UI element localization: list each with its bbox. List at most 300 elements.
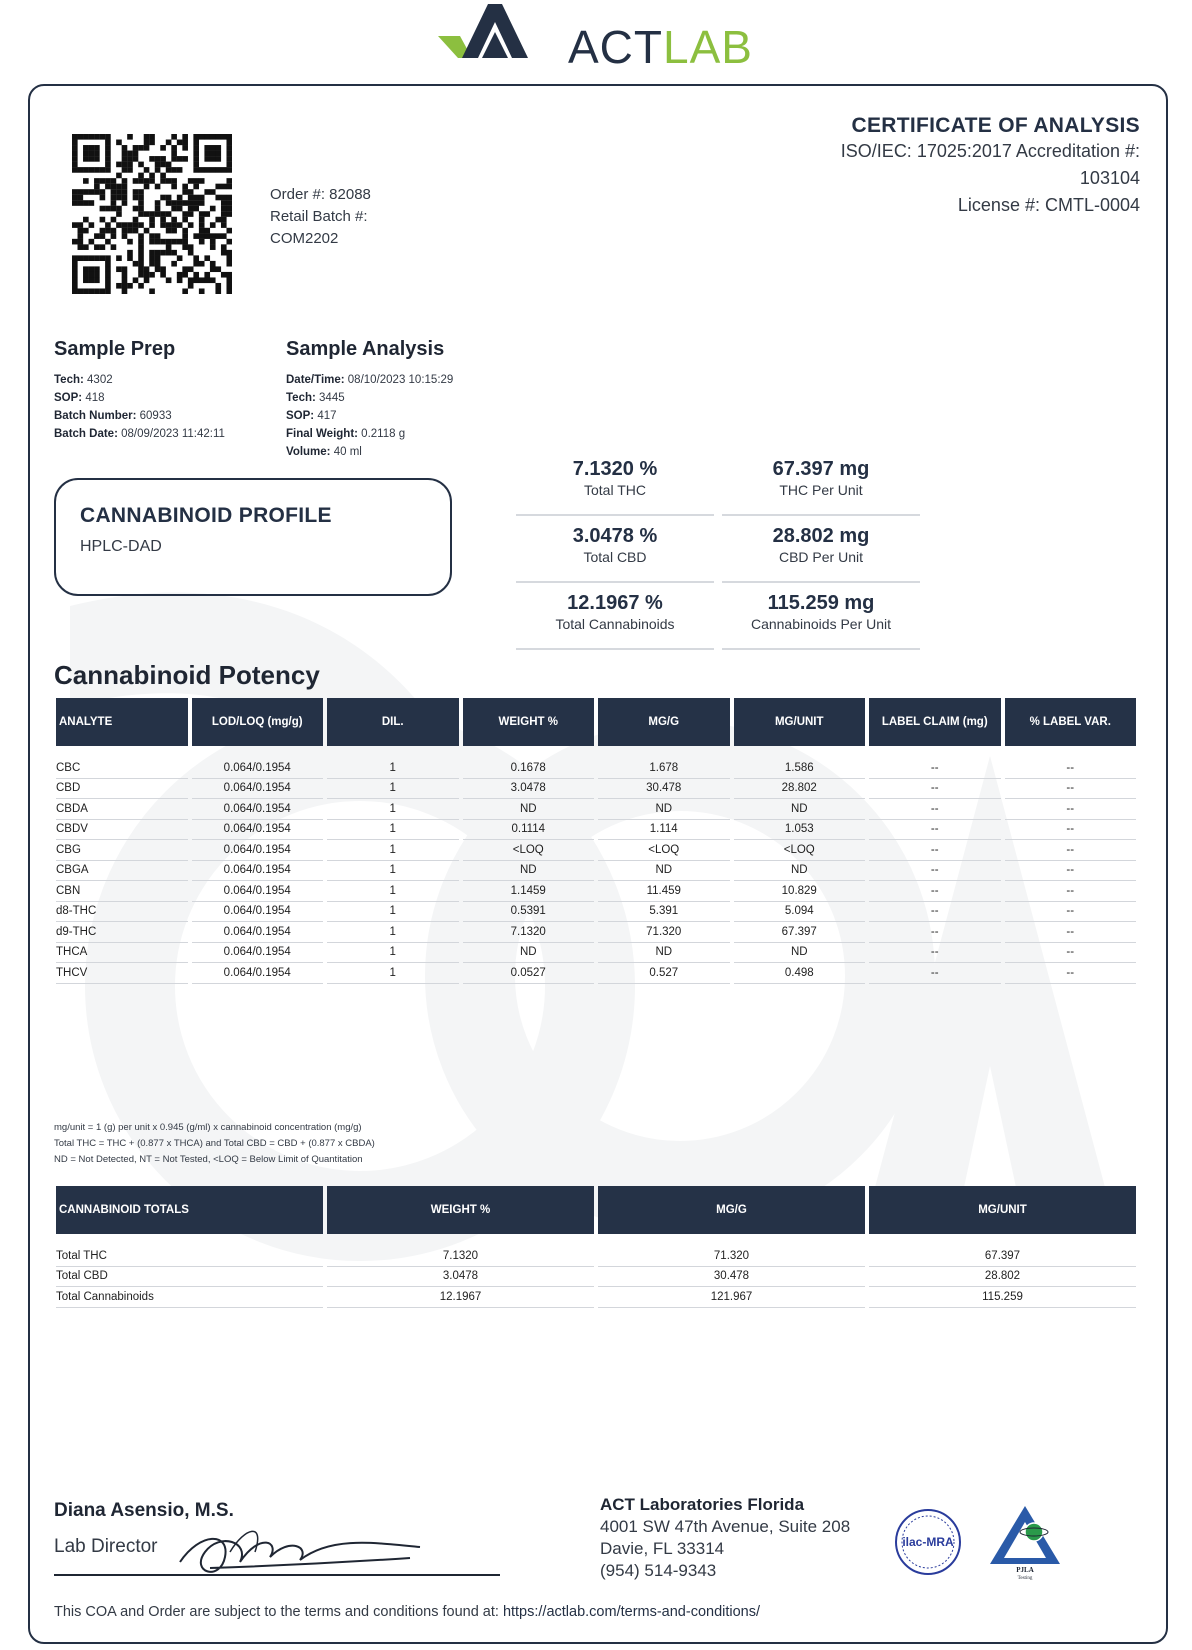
qr-module bbox=[221, 134, 227, 140]
qr-module bbox=[182, 228, 188, 234]
qr-module bbox=[94, 178, 100, 184]
qr-module bbox=[72, 266, 78, 272]
qr-module bbox=[226, 228, 232, 234]
qr-module bbox=[226, 206, 232, 212]
qr-module bbox=[221, 233, 227, 239]
summary-value: 67.397 mg bbox=[772, 458, 870, 480]
qr-module bbox=[83, 277, 89, 283]
potency-cell: 1 bbox=[327, 881, 459, 902]
potency-title: Cannabinoid Potency bbox=[54, 660, 320, 690]
qr-module bbox=[149, 156, 155, 162]
sample-prep-fields bbox=[54, 371, 264, 443]
potency-cell: 1.678 bbox=[598, 758, 730, 779]
totals-header-cell: MG/UNIT bbox=[869, 1186, 1136, 1234]
qr-module bbox=[193, 261, 199, 267]
qr-module bbox=[204, 233, 210, 239]
qr-module bbox=[138, 178, 144, 184]
potency-cell: 1 bbox=[327, 758, 459, 779]
qr-module bbox=[193, 134, 199, 140]
qr-module bbox=[138, 283, 144, 289]
qr-module bbox=[78, 255, 84, 261]
qr-module bbox=[199, 277, 205, 283]
qr-module bbox=[72, 145, 78, 151]
potency-cell: CBG bbox=[56, 840, 188, 861]
qr-module bbox=[182, 140, 188, 146]
potency-cell: 0.064/0.1954 bbox=[192, 922, 324, 943]
qr-module bbox=[94, 244, 100, 250]
qr-module bbox=[199, 261, 205, 267]
potency-cell: 3.0478 bbox=[463, 779, 595, 800]
qr-module bbox=[215, 288, 221, 294]
qr-module bbox=[188, 211, 194, 217]
qr-module bbox=[155, 233, 161, 239]
table-spacer bbox=[56, 746, 1136, 758]
qr-module bbox=[188, 283, 194, 289]
qr-module bbox=[116, 222, 122, 228]
qr-module bbox=[122, 277, 128, 283]
qr-module bbox=[122, 200, 128, 206]
qr-module bbox=[182, 288, 188, 294]
qr-module bbox=[166, 167, 172, 173]
qr-module bbox=[171, 228, 177, 234]
qr-module bbox=[204, 167, 210, 173]
qr-module bbox=[226, 272, 232, 278]
qr-module bbox=[127, 250, 133, 256]
analysis-field-value: 417 bbox=[314, 410, 337, 422]
qr-module bbox=[116, 195, 122, 201]
qr-module bbox=[122, 162, 128, 168]
potency-cell: 0.064/0.1954 bbox=[192, 902, 324, 923]
potency-cell: -- bbox=[1005, 840, 1137, 861]
qr-module bbox=[193, 145, 199, 151]
qr-module bbox=[122, 184, 128, 190]
qr-module bbox=[166, 250, 172, 256]
qr-module bbox=[133, 156, 139, 162]
note-line: Total THC = THC + (0.877 x THCA) and Total CBD = CBD + (0.877 x CBDA) bbox=[54, 1138, 375, 1149]
qr-module bbox=[138, 195, 144, 201]
qr-module bbox=[177, 272, 183, 278]
analysis-field bbox=[286, 389, 546, 407]
qr-module bbox=[105, 222, 111, 228]
director-role: Lab Director bbox=[54, 1536, 158, 1557]
potency-body bbox=[56, 746, 1136, 984]
qr-module bbox=[166, 239, 172, 245]
totals-header-cell: WEIGHT % bbox=[327, 1186, 594, 1234]
qr-module bbox=[177, 195, 183, 201]
qr-module bbox=[166, 277, 172, 283]
potency-cell: CBN bbox=[56, 881, 188, 902]
potency-cell: -- bbox=[869, 840, 1001, 861]
qr-module bbox=[155, 250, 161, 256]
qr-module bbox=[144, 145, 150, 151]
qr-module bbox=[204, 189, 210, 195]
qr-module bbox=[138, 162, 144, 168]
qr-module bbox=[105, 151, 111, 157]
lab-address-line1: 4001 SW 47th Avenue, Suite 208 bbox=[600, 1517, 851, 1536]
qr-module bbox=[78, 167, 84, 173]
table-row bbox=[56, 820, 1136, 841]
qr-module bbox=[83, 145, 89, 151]
potency-cell: <LOQ bbox=[463, 840, 595, 861]
potency-cell: 1 bbox=[327, 922, 459, 943]
qr-module bbox=[72, 195, 78, 201]
qr-module bbox=[166, 228, 172, 234]
order-info bbox=[270, 184, 371, 250]
qr-module bbox=[182, 211, 188, 217]
qr-module bbox=[210, 145, 216, 151]
potency-cell: <LOQ bbox=[734, 840, 866, 861]
potency-cell: -- bbox=[869, 799, 1001, 820]
qr-module bbox=[210, 233, 216, 239]
qr-module bbox=[144, 184, 150, 190]
qr-module bbox=[78, 228, 84, 234]
qr-module bbox=[94, 151, 100, 157]
potency-cell: 1.586 bbox=[734, 758, 866, 779]
qr-module bbox=[221, 200, 227, 206]
qr-module bbox=[226, 145, 232, 151]
qr-module bbox=[199, 134, 205, 140]
qr-module bbox=[221, 250, 227, 256]
qr-module bbox=[94, 288, 100, 294]
qr-module bbox=[122, 151, 128, 157]
qr-module bbox=[111, 228, 117, 234]
qr-module bbox=[138, 200, 144, 206]
qr-module bbox=[177, 255, 183, 261]
analysis-field-value: 0.2118 g bbox=[357, 428, 406, 440]
table-row bbox=[56, 1287, 1136, 1308]
qr-module bbox=[138, 206, 144, 212]
totals-cell: 30.478 bbox=[598, 1267, 865, 1288]
qr-module bbox=[89, 200, 95, 206]
qr-module bbox=[210, 134, 216, 140]
qr-module bbox=[133, 217, 139, 223]
qr-module bbox=[215, 184, 221, 190]
qr-module bbox=[193, 156, 199, 162]
totals-cell: 71.320 bbox=[598, 1246, 865, 1267]
qr-module bbox=[83, 217, 89, 223]
qr-module bbox=[72, 277, 78, 283]
qr-module bbox=[122, 228, 128, 234]
qr-module bbox=[210, 261, 216, 267]
qr-module bbox=[83, 266, 89, 272]
totals-cell: 28.802 bbox=[869, 1267, 1136, 1288]
qr-module bbox=[171, 261, 177, 267]
totals-cell: 67.397 bbox=[869, 1246, 1136, 1267]
qr-module bbox=[215, 233, 221, 239]
summary-label: Total Cannabinoids bbox=[555, 616, 675, 632]
qr-module bbox=[226, 200, 232, 206]
potency-cell: 0.064/0.1954 bbox=[192, 963, 324, 984]
qr-module bbox=[155, 167, 161, 173]
qr-module bbox=[171, 184, 177, 190]
qr-module bbox=[105, 156, 111, 162]
qr-module bbox=[166, 195, 172, 201]
qr-module bbox=[133, 228, 139, 234]
qr-module bbox=[182, 134, 188, 140]
qr-module bbox=[94, 272, 100, 278]
lab-address-line2: Davie, FL 33314 bbox=[600, 1539, 725, 1558]
qr-module bbox=[122, 233, 128, 239]
qr-module bbox=[122, 167, 128, 173]
qr-module bbox=[111, 233, 117, 239]
summary-cell bbox=[722, 590, 920, 650]
qr-module bbox=[133, 189, 139, 195]
qr-module bbox=[127, 228, 133, 234]
qr-code-icon[interactable] bbox=[72, 134, 232, 294]
qr-module bbox=[155, 261, 161, 267]
qr-module bbox=[171, 151, 177, 157]
potency-cell: -- bbox=[1005, 881, 1137, 902]
qr-module bbox=[160, 162, 166, 168]
qr-module bbox=[210, 277, 216, 283]
qr-module bbox=[83, 134, 89, 140]
qr-module bbox=[210, 266, 216, 272]
qr-module bbox=[160, 250, 166, 256]
qr-module bbox=[182, 266, 188, 272]
lab-phone: (954) 514-9343 bbox=[600, 1561, 717, 1580]
qr-module bbox=[83, 244, 89, 250]
qr-module bbox=[182, 184, 188, 190]
qr-module bbox=[122, 189, 128, 195]
potency-notes bbox=[54, 1120, 375, 1168]
qr-module bbox=[133, 145, 139, 151]
potency-cell: d9-THC bbox=[56, 922, 188, 943]
potency-cell: -- bbox=[1005, 820, 1137, 841]
qr-module bbox=[111, 195, 117, 201]
qr-module bbox=[199, 200, 205, 206]
analysis-field bbox=[286, 407, 546, 425]
retail-batch-label: Retail Batch #: bbox=[270, 208, 368, 225]
summary-label: Cannabinoids Per Unit bbox=[750, 616, 892, 632]
summary-value: 115.259 mg bbox=[767, 592, 875, 614]
qr-module bbox=[138, 211, 144, 217]
potency-header-cell: % LABEL VAR. bbox=[1005, 698, 1137, 746]
qr-module bbox=[94, 167, 100, 173]
table-row bbox=[56, 1246, 1136, 1267]
potency-cell: 0.498 bbox=[734, 963, 866, 984]
table-row bbox=[56, 840, 1136, 861]
qr-module bbox=[182, 233, 188, 239]
qr-module bbox=[127, 239, 133, 245]
potency-header-cell: WEIGHT % bbox=[463, 698, 595, 746]
qr-module bbox=[72, 151, 78, 157]
analysis-field-label: Final Weight: bbox=[286, 428, 358, 440]
potency-cell: -- bbox=[1005, 799, 1137, 820]
qr-module bbox=[160, 156, 166, 162]
qr-module bbox=[133, 151, 139, 157]
potency-cell: -- bbox=[1005, 758, 1137, 779]
summary-cell bbox=[516, 456, 714, 516]
qr-module bbox=[89, 151, 95, 157]
qr-module bbox=[116, 184, 122, 190]
qr-module bbox=[215, 145, 221, 151]
qr-module bbox=[226, 178, 232, 184]
cannabinoid-profile-box bbox=[54, 478, 452, 596]
footer-text: This COA and Order are subject to the terms and conditions found at: bbox=[54, 1604, 503, 1620]
footer bbox=[54, 1604, 760, 1620]
potency-cell: 67.397 bbox=[734, 922, 866, 943]
potency-header-cell: DIL. bbox=[327, 698, 459, 746]
qr-module bbox=[83, 156, 89, 162]
qr-module bbox=[144, 134, 150, 140]
qr-module bbox=[144, 272, 150, 278]
qr-module bbox=[171, 222, 177, 228]
qr-module bbox=[116, 283, 122, 289]
qr-module bbox=[133, 222, 139, 228]
qr-module bbox=[100, 233, 106, 239]
qr-module bbox=[89, 255, 95, 261]
qr-module bbox=[149, 217, 155, 223]
qr-module bbox=[149, 239, 155, 245]
qr-module bbox=[116, 189, 122, 195]
qr-module bbox=[204, 272, 210, 278]
qr-module bbox=[122, 156, 128, 162]
totals-header-cell: MG/G bbox=[598, 1186, 865, 1234]
qr-module bbox=[100, 167, 106, 173]
qr-module bbox=[221, 206, 227, 212]
qr-module bbox=[72, 167, 78, 173]
qr-module bbox=[155, 162, 161, 168]
qr-module bbox=[133, 195, 139, 201]
qr-module bbox=[160, 211, 166, 217]
qr-module bbox=[78, 244, 84, 250]
qr-module bbox=[199, 167, 205, 173]
lab-name: ACT Laboratories Florida bbox=[600, 1495, 805, 1514]
qr-module bbox=[149, 140, 155, 146]
qr-module bbox=[72, 239, 78, 245]
qr-module bbox=[177, 156, 183, 162]
qr-module bbox=[94, 255, 100, 261]
qr-module bbox=[226, 162, 232, 168]
qr-module bbox=[149, 233, 155, 239]
qr-module bbox=[221, 217, 227, 223]
qr-module bbox=[199, 211, 205, 217]
qr-module bbox=[127, 222, 133, 228]
qr-module bbox=[78, 288, 84, 294]
qr-module bbox=[72, 288, 78, 294]
qr-module bbox=[138, 272, 144, 278]
qr-module bbox=[226, 151, 232, 157]
potency-cell: 0.1114 bbox=[463, 820, 595, 841]
qr-module bbox=[138, 266, 144, 272]
qr-module bbox=[182, 200, 188, 206]
qr-module bbox=[188, 195, 194, 201]
table-row bbox=[56, 963, 1136, 984]
qr-module bbox=[188, 266, 194, 272]
prep-field bbox=[54, 389, 264, 407]
qr-module bbox=[72, 255, 78, 261]
potency-cell: 0.064/0.1954 bbox=[192, 779, 324, 800]
potency-cell: ND bbox=[598, 861, 730, 882]
table-row bbox=[56, 758, 1136, 779]
qr-module bbox=[166, 200, 172, 206]
sample-analysis-title: Sample Analysis bbox=[286, 338, 445, 360]
logo-act: ACT bbox=[568, 21, 663, 73]
qr-module bbox=[149, 261, 155, 267]
summary-value: 28.802 mg bbox=[772, 525, 870, 547]
qr-module bbox=[138, 244, 144, 250]
signature-icon bbox=[170, 1512, 440, 1582]
qr-module bbox=[94, 156, 100, 162]
qr-module bbox=[122, 272, 128, 278]
qr-module bbox=[78, 195, 84, 201]
potency-cell: THCA bbox=[56, 943, 188, 964]
potency-cell: 11.459 bbox=[598, 881, 730, 902]
potency-cell: CBD bbox=[56, 779, 188, 800]
qr-module bbox=[100, 195, 106, 201]
qr-module bbox=[177, 222, 183, 228]
qr-module bbox=[221, 167, 227, 173]
potency-cell: 0.527 bbox=[598, 963, 730, 984]
qr-module bbox=[166, 140, 172, 146]
note-line: mg/unit = 1 (g) per unit x 0.945 (g/ml) x cannabinoid concentration (mg/g) bbox=[54, 1122, 362, 1133]
qr-module bbox=[78, 239, 84, 245]
qr-module bbox=[105, 261, 111, 267]
qr-module bbox=[155, 200, 161, 206]
qr-module bbox=[127, 151, 133, 157]
prep-field-value: 418 bbox=[82, 392, 105, 404]
potency-cell: ND bbox=[463, 861, 595, 882]
qr-module bbox=[193, 233, 199, 239]
qr-module bbox=[138, 189, 144, 195]
qr-module bbox=[177, 140, 183, 146]
potency-cell: ND bbox=[463, 943, 595, 964]
qr-module bbox=[199, 217, 205, 223]
qr-module bbox=[144, 266, 150, 272]
qr-module bbox=[127, 255, 133, 261]
summary-label: CBD Per Unit bbox=[778, 549, 864, 565]
analysis-field bbox=[286, 425, 546, 443]
potency-cell: 1.053 bbox=[734, 820, 866, 841]
qr-module bbox=[72, 156, 78, 162]
qr-module bbox=[111, 206, 117, 212]
qr-module bbox=[226, 239, 232, 245]
qr-module bbox=[144, 228, 150, 234]
potency-header-cell: LABEL CLAIM (mg) bbox=[869, 698, 1001, 746]
qr-module bbox=[226, 184, 232, 190]
potency-cell: -- bbox=[869, 779, 1001, 800]
qr-module bbox=[149, 272, 155, 278]
qr-module bbox=[193, 140, 199, 146]
qr-module bbox=[116, 211, 122, 217]
totals-header-cell: CANNABINOID TOTALS bbox=[56, 1186, 323, 1234]
qr-module bbox=[72, 189, 78, 195]
potency-cell: 1 bbox=[327, 799, 459, 820]
potency-cell: 1.114 bbox=[598, 820, 730, 841]
qr-module bbox=[100, 217, 106, 223]
qr-module bbox=[188, 244, 194, 250]
potency-cell: 1 bbox=[327, 963, 459, 984]
qr-module bbox=[83, 288, 89, 294]
qr-module bbox=[171, 145, 177, 151]
potency-cell: 0.064/0.1954 bbox=[192, 799, 324, 820]
analysis-field bbox=[286, 443, 546, 461]
qr-module bbox=[138, 250, 144, 256]
qr-module bbox=[105, 255, 111, 261]
qr-module bbox=[160, 178, 166, 184]
qr-module bbox=[138, 173, 144, 179]
ilac-badge-text: ilac-MRA bbox=[902, 1535, 954, 1549]
totals-cell: 3.0478 bbox=[327, 1267, 594, 1288]
qr-module bbox=[193, 200, 199, 206]
terms-link[interactable]: https://actlab.com/terms-and-conditions/ bbox=[502, 1604, 761, 1620]
qr-module bbox=[177, 167, 183, 173]
qr-module bbox=[204, 156, 210, 162]
qr-module bbox=[138, 233, 144, 239]
qr-module bbox=[72, 140, 78, 146]
qr-module bbox=[188, 250, 194, 256]
qr-module bbox=[177, 200, 183, 206]
